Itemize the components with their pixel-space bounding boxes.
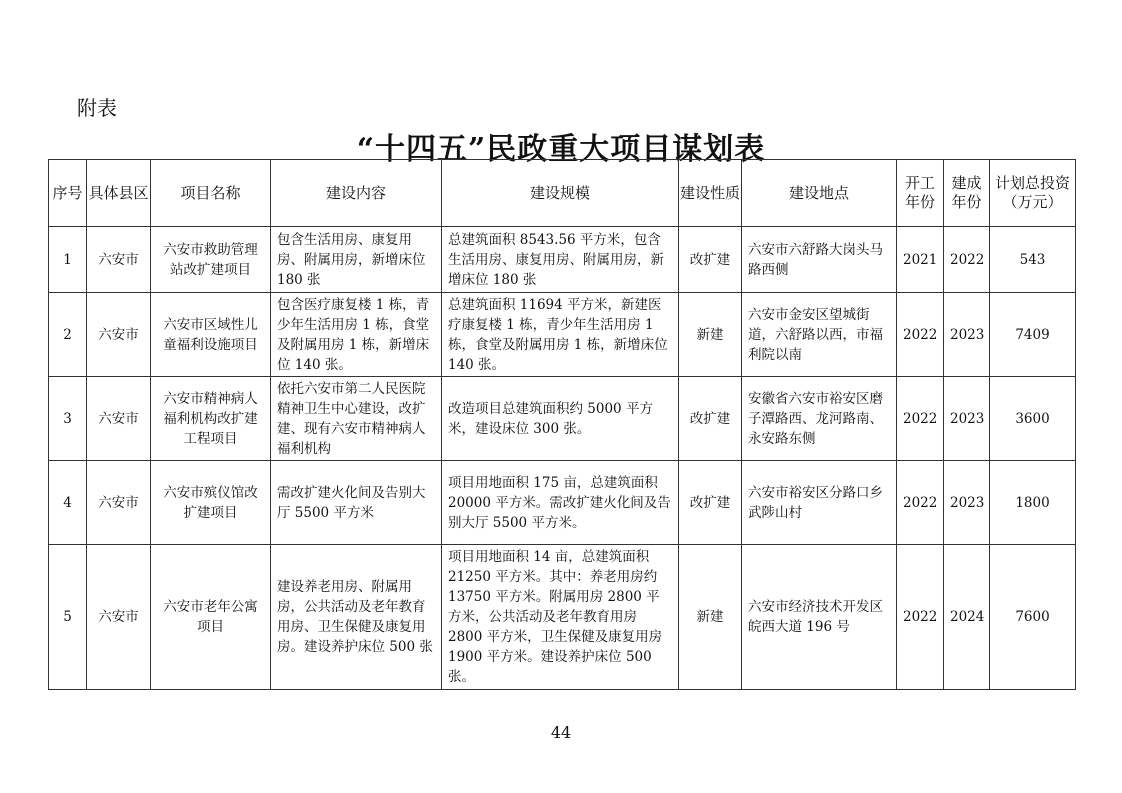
cell-start-year: 2022 xyxy=(897,545,944,690)
cell-nature: 新建 xyxy=(679,545,742,690)
cell-scale: 项目用地面积 14 亩，总建筑面积 21250 平方米。其中：养老用房约 13750 平方米。附属用房 2800 平方米，公共活动及老年教育用房 2800 平方米，卫生保健及康复用房 1900 平方米。建设养护床位 500 张。 xyxy=(442,545,679,690)
cell-investment: 1800 xyxy=(990,461,1076,545)
cell-investment: 7600 xyxy=(990,545,1076,690)
cell-location: 六安市六舒路大岗头马路西侧 xyxy=(742,227,897,293)
header-start-year: 开工年份 xyxy=(897,160,944,227)
cell-name: 六安市救助管理站改扩建项目 xyxy=(151,227,271,293)
header-county: 具体县区 xyxy=(87,160,151,227)
cell-county: 六安市 xyxy=(87,545,151,690)
cell-scale: 总建筑面积 11694 平方米，新建医疗康复楼 1 栋，青少年生活用房 1 栋，食堂及附属用房 1 栋，新增床位 140 张。 xyxy=(442,293,679,377)
cell-content: 依托六安市第二人民医院精神卫生中心建设，改扩建、现有六安市精神病人福利机构 xyxy=(271,377,442,461)
cell-name: 六安市老年公寓项目 xyxy=(151,545,271,690)
header-investment: 计划总投资（万元） xyxy=(990,160,1076,227)
cell-start-year: 2022 xyxy=(897,377,944,461)
cell-investment: 3600 xyxy=(990,377,1076,461)
cell-finish-year: 2023 xyxy=(944,377,990,461)
cell-start-year: 2022 xyxy=(897,461,944,545)
header-scale: 建设规模 xyxy=(442,160,679,227)
header-name: 项目名称 xyxy=(151,160,271,227)
cell-no: 2 xyxy=(49,293,87,377)
header-row xyxy=(49,160,1076,227)
cell-investment: 543 xyxy=(990,227,1076,293)
cell-scale: 项目用地面积 175 亩，总建筑面积 20000 平方米。需改扩建火化间及告别大厅 5500 平方米。 xyxy=(442,461,679,545)
cell-no: 1 xyxy=(49,227,87,293)
cell-finish-year: 2022 xyxy=(944,227,990,293)
cell-finish-year: 2024 xyxy=(944,545,990,690)
cell-no: 4 xyxy=(49,461,87,545)
cell-name: 六安市殡仪馆改扩建项目 xyxy=(151,461,271,545)
cell-content: 建设养老用房、附属用房，公共活动及老年教育用房、卫生保健及康复用房。建设养护床位 500 张 xyxy=(271,545,442,690)
cell-start-year: 2021 xyxy=(897,227,944,293)
project-table xyxy=(48,159,1076,690)
cell-nature: 改扩建 xyxy=(679,377,742,461)
cell-nature: 改扩建 xyxy=(679,227,742,293)
table-row xyxy=(49,461,1076,545)
cell-no: 5 xyxy=(49,545,87,690)
cell-content: 包含医疗康复楼 1 栋，青少年生活用房 1 栋，食堂及附属用房 1 栋，新增床位 140 张。 xyxy=(271,293,442,377)
cell-content: 包含生活用房、康复用房、附属用房，新增床位 180 张 xyxy=(271,227,442,293)
cell-location: 六安市经济技术开发区皖西大道 196 号 xyxy=(742,545,897,690)
cell-nature: 改扩建 xyxy=(679,461,742,545)
table-row xyxy=(49,545,1076,690)
cell-location: 六安市裕安区分路口乡武陟山村 xyxy=(742,461,897,545)
cell-finish-year: 2023 xyxy=(944,293,990,377)
page-title: “十四五”民政重大项目谋划表 xyxy=(356,132,766,167)
cell-location: 六安市金安区望城街道，六舒路以西，市福利院以南 xyxy=(742,293,897,377)
header-finish-year: 建成年份 xyxy=(944,160,990,227)
header-content: 建设内容 xyxy=(271,160,442,227)
cell-county: 六安市 xyxy=(87,293,151,377)
header-no: 序号 xyxy=(49,160,87,227)
cell-county: 六安市 xyxy=(87,377,151,461)
table-row xyxy=(49,293,1076,377)
table-row xyxy=(49,227,1076,293)
cell-start-year: 2022 xyxy=(897,293,944,377)
cell-finish-year: 2023 xyxy=(944,461,990,545)
header-location: 建设地点 xyxy=(742,160,897,227)
cell-no: 3 xyxy=(49,377,87,461)
cell-name: 六安市精神病人福利机构改扩建工程项目 xyxy=(151,377,271,461)
cell-scale: 总建筑面积 8543.56 平方米，包含生活用房、康复用房、附属用房，新增床位 180 张 xyxy=(442,227,679,293)
cell-county: 六安市 xyxy=(87,227,151,293)
page-number: 44 xyxy=(550,723,572,742)
cell-investment: 7409 xyxy=(990,293,1076,377)
cell-location: 安徽省六安市裕安区磨子潭路西、龙河路南、永安路东侧 xyxy=(742,377,897,461)
appendix-label: 附表 xyxy=(77,96,117,120)
cell-county: 六安市 xyxy=(87,461,151,545)
cell-scale: 改造项目总建筑面积约 5000 平方米，建设床位 300 张。 xyxy=(442,377,679,461)
header-nature: 建设性质 xyxy=(679,160,742,227)
cell-nature: 新建 xyxy=(679,293,742,377)
cell-name: 六安市区域性儿童福利设施项目 xyxy=(151,293,271,377)
table-row xyxy=(49,377,1076,461)
cell-content: 需改扩建火化间及告别大厅 5500 平方米 xyxy=(271,461,442,545)
